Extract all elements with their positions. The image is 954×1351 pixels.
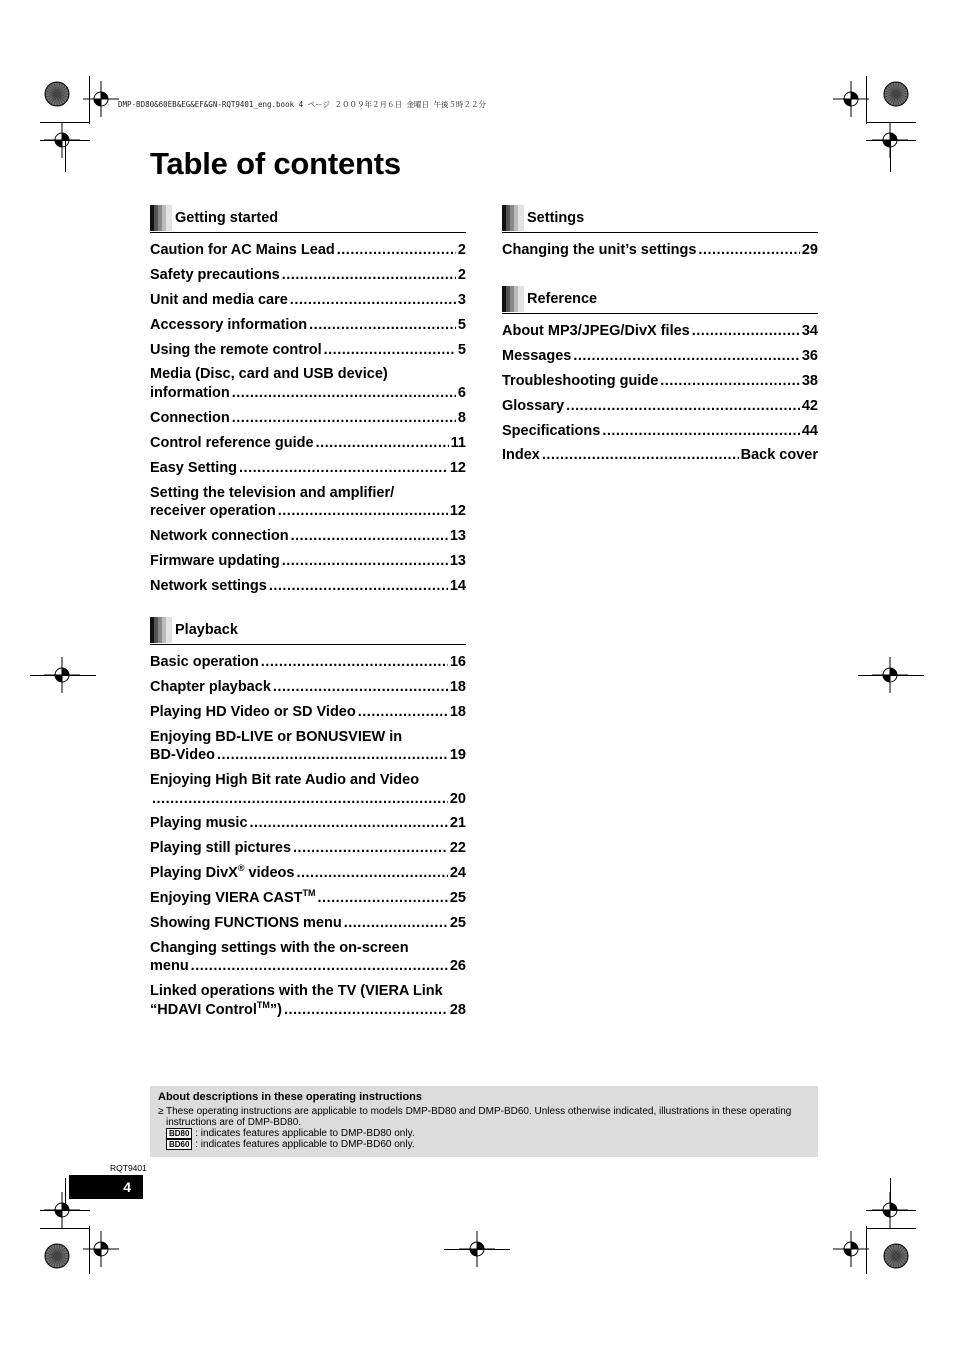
toc-entry-title: Connection <box>150 409 230 426</box>
toc-page-number: 36 <box>801 347 818 364</box>
toc-page-number: 12 <box>449 459 466 476</box>
toc-entry-title: Playing DivX® videos <box>150 863 295 882</box>
section-heading-playback: Playback <box>150 617 466 645</box>
dot-leader <box>261 653 448 672</box>
dot-leader <box>344 914 448 933</box>
toc-page-number: 28 <box>449 1001 466 1018</box>
registration-target-icon <box>83 1231 119 1267</box>
dot-leader <box>293 839 448 858</box>
toc-page-number: 44 <box>801 422 818 439</box>
registration-target-icon <box>872 1192 908 1228</box>
toc-entry[interactable] <box>150 484 466 521</box>
toc-entry[interactable] <box>150 889 466 908</box>
toc-entry-title: Playing still pictures <box>150 840 292 857</box>
toc-entry-title: Messages <box>502 347 572 364</box>
page-number-box <box>69 1175 143 1199</box>
section-heading-settings: Settings <box>502 205 818 233</box>
toc-entry[interactable] <box>150 914 466 933</box>
toc-list-reference <box>502 322 818 465</box>
toc-entry-title: Unit and media care <box>150 291 288 308</box>
note-title: About descriptions in these operating instructions <box>158 1091 423 1103</box>
toc-entry[interactable] <box>150 241 466 260</box>
toc-entry-title: receiver operation <box>150 503 276 520</box>
dot-leader <box>692 322 800 341</box>
toc-page-number: 29 <box>801 242 818 258</box>
dot-leader <box>566 397 800 416</box>
toc-entry-title: Network connection <box>150 527 289 544</box>
toc-page-number: 2 <box>457 266 466 283</box>
dot-leader <box>660 372 800 391</box>
toc-page-number: 12 <box>449 503 466 520</box>
info-note-box <box>150 1086 818 1157</box>
model-code: RQT9401 <box>110 1163 147 1173</box>
dot-leader <box>316 434 449 453</box>
dot-leader <box>290 291 456 310</box>
toc-page-number: 25 <box>449 915 466 932</box>
dot-leader <box>358 703 448 722</box>
toc-entry[interactable] <box>502 397 818 416</box>
page-title: Table of contents <box>150 146 401 181</box>
toc-entry[interactable] <box>502 347 818 366</box>
book-header-text: DMP-BD80&60EB&EG&EF&GN-RQT9401_eng.book 4 ページ ２００９年２月６日 金曜日 午後５時２２分 <box>118 100 487 109</box>
toc-entry-title: Playing music <box>150 815 248 832</box>
dot-leader <box>291 527 448 546</box>
registration-target-icon <box>833 1231 869 1267</box>
trademark-mark: TM <box>302 888 316 899</box>
toc-list-getting-started <box>150 241 466 595</box>
toc-entry-title: BD-Video <box>150 747 215 764</box>
toc-page-number: 20 <box>449 790 466 807</box>
model-tag-bd60: BD60 <box>166 1139 192 1150</box>
toc-page-number: 13 <box>449 552 466 569</box>
toc-entry[interactable] <box>150 409 466 428</box>
dot-leader <box>573 347 800 366</box>
left-column-playback <box>150 617 466 1026</box>
toc-entry-title: Index <box>502 447 540 464</box>
toc-page-number: 18 <box>449 678 466 695</box>
trademark-mark: TM <box>256 999 270 1010</box>
toc-page-number: 25 <box>449 890 466 907</box>
toc-page-number: 14 <box>449 577 466 594</box>
section-gradient-icon <box>150 205 172 231</box>
dot-leader <box>232 384 456 403</box>
toc-entry-title: menu <box>150 958 189 975</box>
toc-page-number: 21 <box>449 815 466 832</box>
toc-list-playback <box>150 653 466 1019</box>
toc-page-number: Back cover <box>740 447 818 464</box>
dot-leader <box>191 957 448 976</box>
toc-entry-title: Playing HD Video or SD Video <box>150 703 356 720</box>
toc-entry-title: Caution for AC Mains Lead <box>150 242 335 258</box>
toc-entry-title-line: Changing settings with the on-screen <box>150 939 409 956</box>
color-dial-icon <box>44 81 70 107</box>
toc-entry[interactable] <box>150 839 466 858</box>
toc-entry[interactable] <box>150 365 466 402</box>
section-gradient-icon <box>502 205 524 231</box>
dot-leader <box>217 746 448 765</box>
dot-leader <box>282 266 456 285</box>
toc-entry-title: Troubleshooting guide <box>502 372 659 389</box>
toc-entry-title: information <box>150 384 230 401</box>
toc-entry-title-line: Linked operations with the TV (VIERA Link <box>150 983 443 1000</box>
toc-page-number: 5 <box>457 341 466 358</box>
toc-entry-title: Easy Setting <box>150 459 238 476</box>
toc-entry-title: Chapter playback <box>150 678 271 695</box>
toc-entry-title: Network settings <box>150 577 267 594</box>
toc-entry-title: Control reference guide <box>150 434 314 451</box>
dot-leader <box>239 459 448 478</box>
toc-entry[interactable] <box>150 552 466 571</box>
toc-entry-title: About MP3/JPEG/DivX files <box>502 323 690 339</box>
toc-entry[interactable] <box>502 422 818 441</box>
toc-page-number: 11 <box>450 434 466 451</box>
toc-entry-title: Using the remote control <box>150 341 322 358</box>
model-tag-bd80: BD80 <box>166 1128 192 1139</box>
section-heading-getting-started: Getting started <box>150 205 466 233</box>
toc-page-number: 34 <box>801 323 818 339</box>
toc-entry[interactable] <box>150 577 466 596</box>
page-number: 4 <box>123 1179 131 1195</box>
toc-page-number: 13 <box>449 527 466 544</box>
toc-page-number: 42 <box>801 397 818 414</box>
dot-leader <box>324 341 456 360</box>
note-tag-line-bd80: BD80 : indicates features applicable to DMP-BD80 only. <box>158 1128 798 1139</box>
dot-leader <box>296 864 447 883</box>
right-column-reference <box>502 286 818 471</box>
section-gradient-icon <box>502 286 524 312</box>
toc-page-number: 22 <box>449 840 466 857</box>
toc-page-number: 19 <box>449 747 466 764</box>
toc-entry[interactable] <box>150 266 466 285</box>
trademark-mark: ® <box>237 863 245 874</box>
toc-page-number: 24 <box>449 865 466 882</box>
toc-entry[interactable] <box>150 814 466 833</box>
toc-entry[interactable] <box>150 527 466 546</box>
color-dial-icon <box>883 81 909 107</box>
toc-entry-title: Changing the unit’s settings <box>502 242 697 258</box>
toc-list-settings <box>502 241 818 260</box>
dot-leader <box>273 678 448 697</box>
dot-leader <box>284 1001 448 1020</box>
toc-entry-title: Specifications <box>502 422 601 439</box>
toc-entry[interactable] <box>150 728 466 765</box>
dot-leader <box>542 446 739 465</box>
dot-leader <box>278 502 448 521</box>
toc-entry-title-line: Enjoying BD-LIVE or BONUSVIEW in <box>150 728 403 745</box>
toc-page-number: 8 <box>457 409 466 426</box>
toc-page-number: 2 <box>457 242 466 258</box>
registration-target-icon <box>833 81 869 117</box>
toc-entry-title-line: Media (Disc, card and USB device) <box>150 366 388 383</box>
bullet-icon: ≥ <box>158 1106 164 1117</box>
note-line: These operating instructions are applicable to models DMP-BD80 and DMP-BD60. Unless otherwise indicated, illustrations in these operating instructions are of DMP-BD80. <box>166 1106 792 1128</box>
toc-entry[interactable] <box>150 316 466 335</box>
toc-page-number: 26 <box>449 958 466 975</box>
toc-entry[interactable] <box>150 703 466 722</box>
toc-entry[interactable] <box>150 653 466 672</box>
note-tag-line-bd60: BD60 : indicates features applicable to DMP-BD60 only. <box>158 1139 798 1150</box>
toc-entry[interactable] <box>150 864 466 883</box>
toc-page-number: 18 <box>449 703 466 720</box>
toc-entry[interactable] <box>502 446 818 465</box>
dot-leader <box>337 241 456 260</box>
left-column <box>150 205 466 602</box>
toc-page-number: 38 <box>801 372 818 389</box>
dot-leader <box>250 814 448 833</box>
toc-entry-title: Accessory information <box>150 316 308 333</box>
toc-entry[interactable] <box>502 372 818 391</box>
toc-entry-title: Enjoying VIERA CAST™ <box>150 888 316 907</box>
registration-target-icon <box>83 81 119 117</box>
right-column-settings <box>502 205 818 266</box>
note-body <box>158 1106 798 1150</box>
registration-target-icon <box>872 122 908 158</box>
dot-leader <box>698 241 799 260</box>
toc-entry-title: Showing FUNCTIONS menu <box>150 915 342 932</box>
registration-target-icon <box>44 122 80 158</box>
dot-leader <box>318 889 448 908</box>
toc-page-number: 6 <box>457 384 466 401</box>
toc-entry[interactable] <box>150 341 466 360</box>
toc-entry-title: Safety precautions <box>150 266 280 283</box>
toc-entry[interactable] <box>150 678 466 697</box>
toc-entry[interactable] <box>150 459 466 478</box>
color-dial-icon <box>883 1243 909 1269</box>
toc-entry[interactable] <box>502 322 818 341</box>
toc-entry[interactable] <box>150 939 466 976</box>
toc-page-number: 5 <box>457 316 466 333</box>
dot-leader <box>232 409 456 428</box>
dot-leader <box>309 316 456 335</box>
toc-entry[interactable] <box>150 434 466 453</box>
toc-page-number: 3 <box>457 291 466 308</box>
toc-entry[interactable] <box>150 291 466 310</box>
toc-entry[interactable] <box>150 982 466 1019</box>
toc-entry-title: “HDAVI Control™”) <box>150 999 282 1018</box>
toc-page-number: 16 <box>449 654 466 670</box>
color-dial-icon <box>44 1243 70 1269</box>
toc-entry-title-line: Enjoying High Bit rate Audio and Video <box>150 772 420 789</box>
dot-leader <box>282 552 448 571</box>
toc-entry[interactable] <box>502 241 818 260</box>
toc-entry-title: Basic operation <box>150 654 259 670</box>
dot-leader <box>269 577 448 596</box>
toc-entry-title: Firmware updating <box>150 552 280 569</box>
toc-entry-title: Glossary <box>502 397 565 414</box>
section-heading-reference: Reference <box>502 286 818 314</box>
toc-entry[interactable] <box>150 771 466 808</box>
toc-entry-title-line: Setting the television and amplifier/ <box>150 484 395 501</box>
dot-leader <box>152 790 448 809</box>
dot-leader <box>602 422 800 441</box>
section-gradient-icon <box>150 617 172 643</box>
